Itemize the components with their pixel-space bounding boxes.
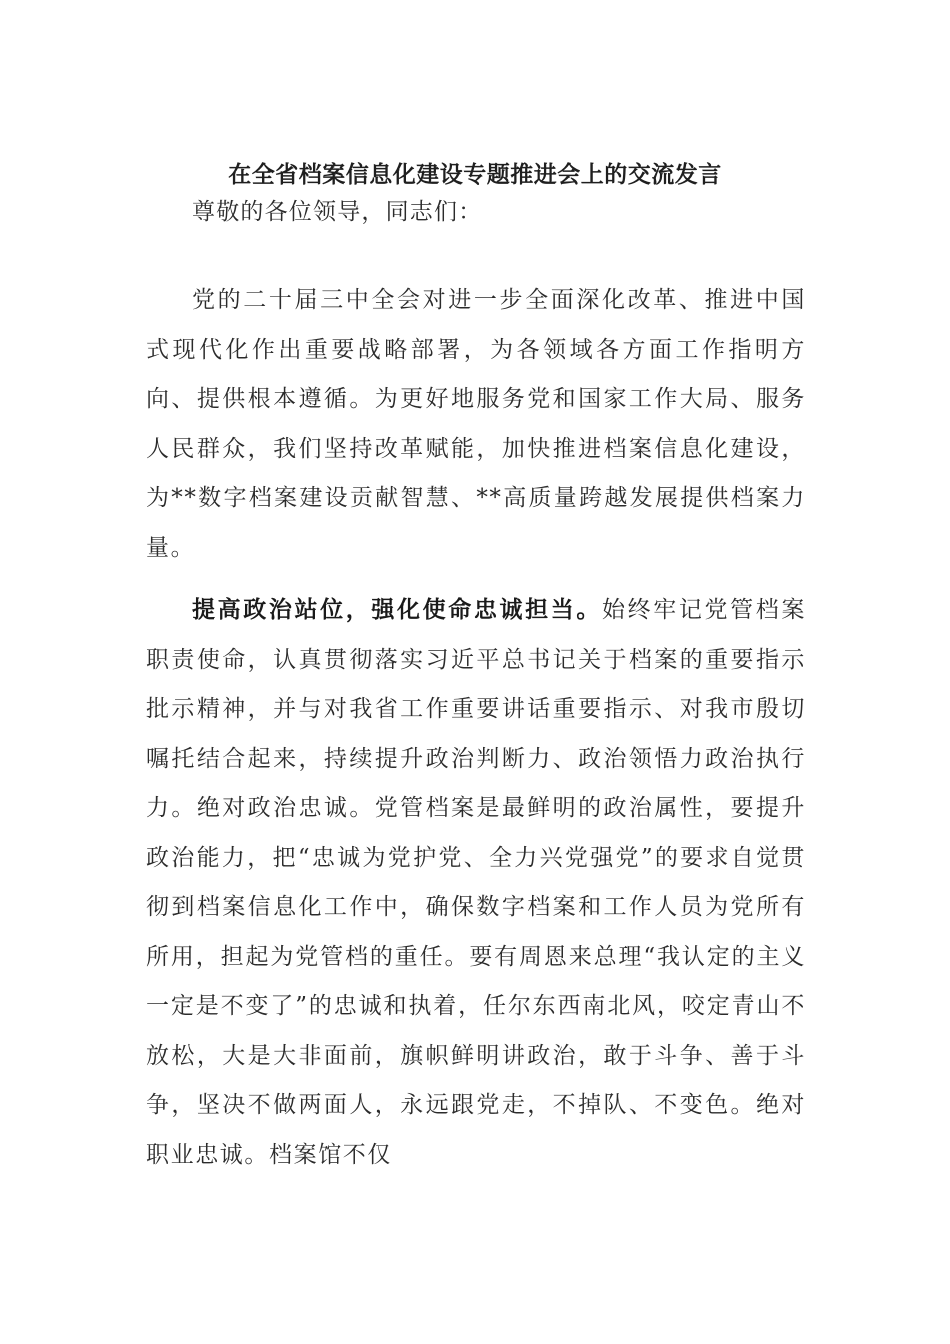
paragraph-intro-text: 党的二十届三中全会对进一步全面深化改革、推进中国式现代化作出重要战略部署，为各领域各方面工作指明方向、提供根本遵循。为更好地服务党和国家工作大局、服务人民群众，我们坚持改革赋能，加快推进档案信息化建设，为**数字档案建设贡献智慧、**高质量跨越发展提供档案力量。: [146, 287, 806, 561]
paragraph-political-stance: [146, 585, 806, 1180]
salutation: 尊敬的各位领导，同志们：: [192, 199, 483, 225]
paragraph-political-stance-text: 始终牢记党管档案职责使命，认真贯彻落实习近平总书记关于档案的重要指示批示精神，并与对我省工作重要讲话重要指示、对我市殷切嘱托结合起来，持续提升政治判断力、政治领悟力政治执行力。绝对政治忠诚。党管档案是最鲜明的政治属性，要提升政治能力，把“忠诚为党护党、全力兴党强党”的要求自觉贯彻到档案信息化工作中，确保数字档案和工作人员为党所有所用，担起为党管档的重任。要有周恩来总理“我认定的主义一定是不变了”的忠诚和执着，任尔东西南北风，咬定青山不放松，大是大非面前，旗帜鲜明讲政治，敢于斗争、善于斗争，坚决不做两面人，永远跟党走，不掉队、不变色。绝对职业忠诚。档案馆不仅: [146, 597, 806, 1168]
document-title: 在全省档案信息化建设专题推进会上的交流发言: [228, 161, 722, 188]
paragraph-lead-heading: 提高政治站位，强化使命忠诚担当。: [192, 596, 603, 623]
paragraph-intro: [146, 276, 806, 573]
